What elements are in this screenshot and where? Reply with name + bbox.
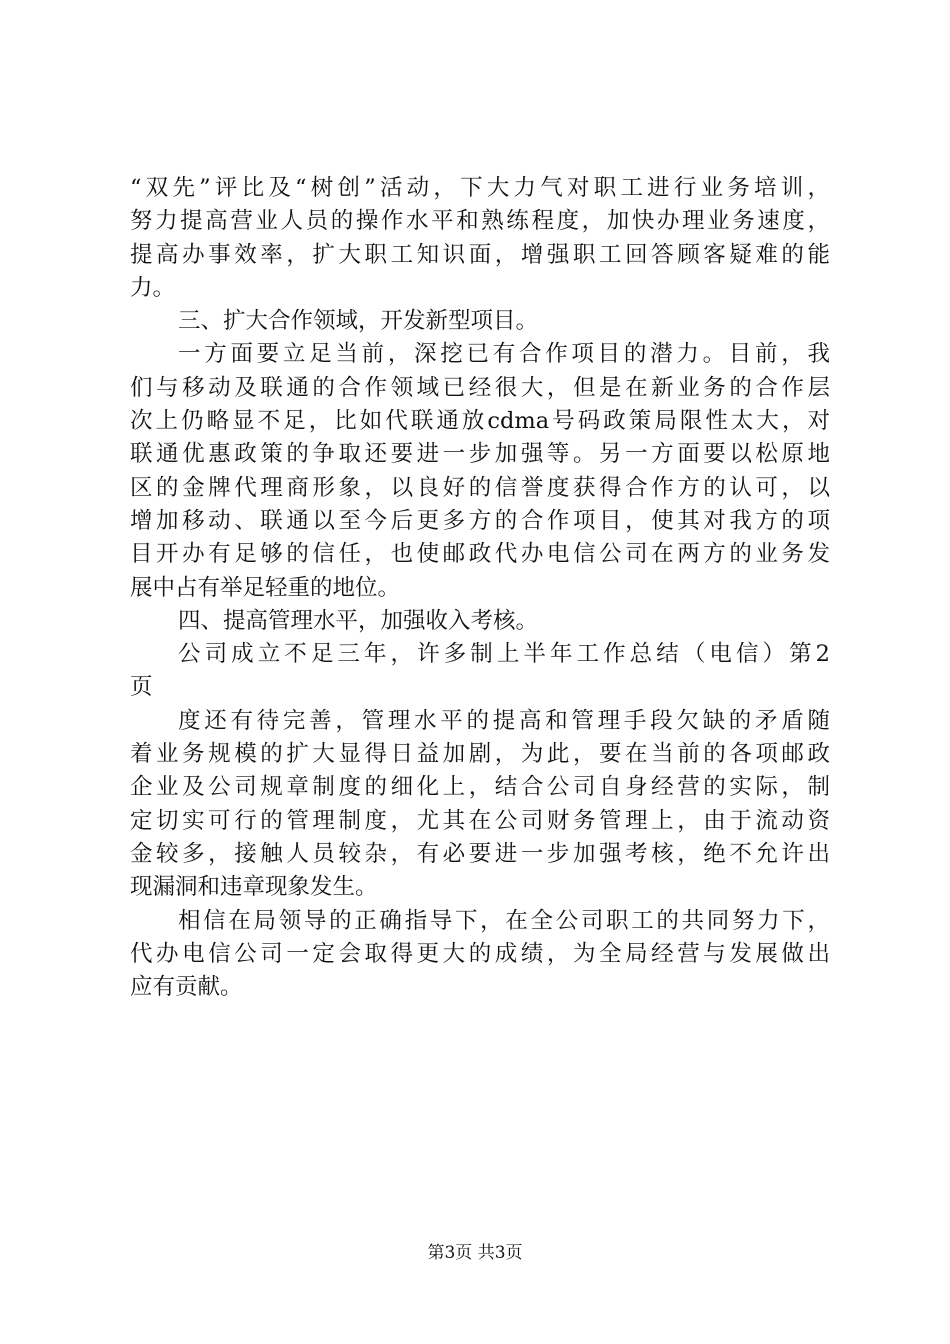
body-line: 代办电信公司一定会取得更大的成绩，为全局经营与发展做出 (130, 940, 830, 967)
body-line: 度还有待完善，管理水平的提高和管理手段欠缺的矛盾随 (178, 707, 830, 734)
body-line: 次上仍略显不足，比如代联通放cdma号码政策局限性太大，对 (130, 408, 830, 435)
body-line: 公司成立不足三年，许多制上半年工作总结（电信）第2 (178, 641, 830, 668)
body-line: 相信在局领导的正确指导下，在全公司职工的共同努力下， (178, 907, 830, 934)
body-line: 页 (130, 674, 153, 701)
body-line: 区的金牌代理商形象，以良好的信誉度获得合作方的认可，以 (130, 474, 830, 501)
body-line: 努力提高营业人员的操作水平和熟练程度，加快办理业务速度， (130, 208, 830, 235)
body-line: 着业务规模的扩大显得日益加剧，为此，要在当前的各项邮政 (130, 741, 830, 768)
body-line: 增加移动、联通以至今后更多方的合作项目，使其对我方的项 (130, 507, 830, 534)
document-body (130, 172, 830, 1004)
body-line: 们与移动及联通的合作领域已经很大，但是在新业务的合作层 (130, 374, 830, 401)
body-line: 金较多，接触人员较杂，有必要进一步加强考核，绝不允许出 (130, 840, 830, 867)
body-line: 力。 (130, 274, 176, 301)
body-line: 企业及公司规章制度的细化上，结合公司自身经营的实际，制 (130, 774, 830, 801)
page-number-footer: 第3页 共3页 (427, 1243, 523, 1263)
body-line: 定切实可行的管理制度，尤其在公司财务管理上，由于流动资 (130, 807, 830, 834)
body-line: 应有贡献。 (130, 974, 243, 1001)
section-heading: 三、扩大合作领域，开发新型项目。 (178, 308, 539, 335)
body-line: 一方面要立足当前，深挖已有合作项目的潜力。目前，我 (178, 341, 830, 368)
body-line: 提高办事效率，扩大职工知识面，增强职工回答顾客疑难的能 (130, 241, 830, 268)
body-line: 现漏洞和违章现象发生。 (130, 874, 378, 901)
body-line: “双先”评比及“树创”活动，下大力气对职工进行业务培训， (130, 175, 830, 201)
body-line: 目开办有足够的信任，也使邮政代办电信公司在两方的业务发 (130, 541, 830, 568)
section-heading: 四、提高管理水平，加强收入考核。 (178, 607, 539, 634)
body-line: 联通优惠政策的争取还要进一步加强等。另一方面要以松原地 (130, 441, 830, 468)
body-line: 展中占有举足轻重的地位。 (130, 574, 401, 601)
